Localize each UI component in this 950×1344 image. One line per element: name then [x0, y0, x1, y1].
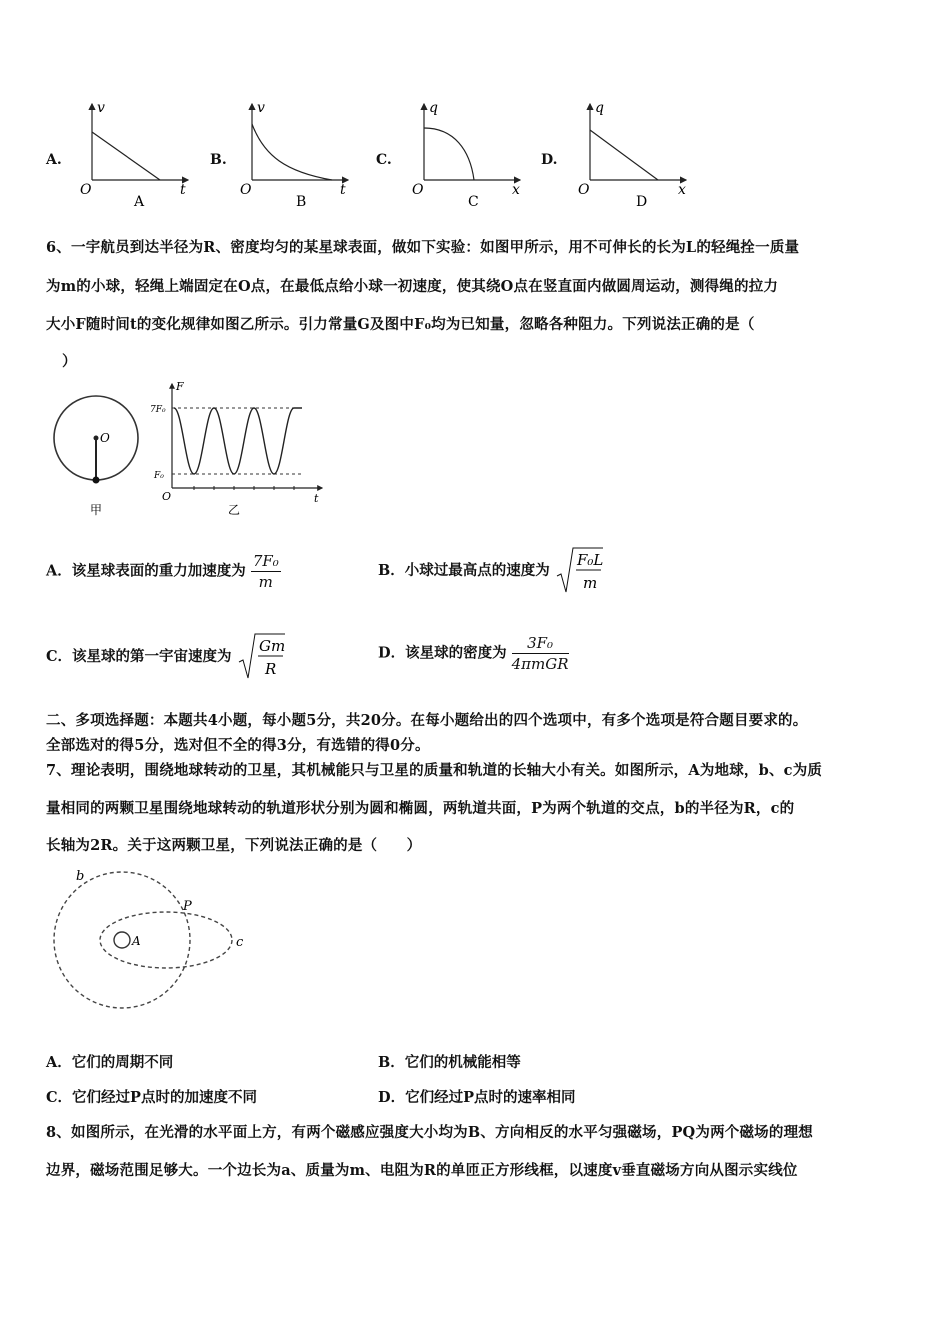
q6-option-c[interactable]: C．该星球的第一宇宙速度为 Gm R: [46, 632, 287, 682]
graph-a-xlabel: t: [180, 182, 186, 198]
ball: [93, 477, 100, 484]
force-curve: [174, 408, 302, 474]
q7-line-2: 量相同的两颗卫星围绕地球转动的轨道形状分别为圆和椭圆，两轨道共面，P为两个轨道的交点，b的半径为R，c的: [46, 800, 795, 817]
graph-b-curve: [252, 124, 332, 180]
graph-a-origin: O: [80, 182, 92, 198]
q6-option-d-fraction: $\frac{\text{3F₀}}{\text{4πmGR}}$: [511, 634, 569, 673]
graph-a-line: [92, 132, 160, 180]
q6-option-a[interactable]: A．该星球表面的重力加速度为 $\frac{\text{7F₀}}{m}$: [46, 552, 279, 591]
q7-label-p: P: [183, 899, 192, 914]
q6-yi-xlabel: t: [314, 492, 319, 505]
graph-c-xlabel: x: [512, 182, 520, 198]
q6-figure-jia: [48, 392, 148, 522]
q6-yi-caption: 乙: [228, 503, 241, 517]
graph-d-caption: D: [636, 194, 648, 210]
graph-a-option: A.: [46, 152, 62, 168]
q6-line-1: 6、一宇航员到达半径为R、密度均匀的某星球表面，做如下实验：如图甲所示，用不可伸长的长为L的轻绳拴一质量: [46, 239, 800, 256]
q7-line-1: 7、理论表明，围绕地球转动的卫星，其机械能只与卫星的质量和轨道的长轴大小有关。如图所示，A为地球，b、c为质: [46, 762, 823, 779]
q6-figure-yi: [150, 378, 330, 518]
svg-text:F₀L: F₀L: [576, 551, 604, 569]
graph-d-line: [590, 130, 658, 180]
graph-a-ylabel: v: [97, 100, 105, 116]
sqrt-icon: [555, 546, 605, 596]
graph-b-origin: O: [240, 182, 252, 198]
graph-b-caption: B: [296, 194, 307, 210]
q7-option-a[interactable]: A．它们的周期不同: [46, 1054, 174, 1071]
graph-a-caption: A: [134, 194, 145, 210]
q6-option-d[interactable]: D．该星球的密度为 $\frac{\text{3F₀}}{\text{4πmGR}}$: [378, 634, 569, 673]
sqrt-icon: [237, 632, 287, 682]
svg-text:m: m: [582, 574, 598, 592]
graph-c-caption: C: [468, 194, 479, 210]
graph-b-option: B.: [210, 152, 227, 168]
q6-yi-top-level: 7F₀: [150, 405, 166, 415]
q6-yi-bottom-level: F₀: [154, 471, 164, 481]
graph-c-curve: [424, 128, 474, 180]
svg-text:R: R: [264, 660, 276, 678]
earth-a: [114, 932, 130, 948]
q7-label-b: b: [76, 869, 85, 884]
orbit-b: [54, 872, 190, 1008]
graph-d: [574, 98, 694, 210]
q6-line-3: 大小F随时间t的变化规律如图乙所示。引力常量G及图中F₀均为已知量，忽略各种阻力。下列说法正确的是（: [46, 316, 755, 333]
graph-d-xlabel: x: [678, 182, 686, 198]
q6-jia-caption: 甲: [90, 503, 103, 517]
q6-yi-ylabel: F: [176, 380, 184, 393]
graph-b-xlabel: t: [340, 182, 346, 198]
svg-text:Gm: Gm: [258, 637, 285, 655]
q7-option-b[interactable]: B．它们的机械能相等: [378, 1054, 521, 1071]
graph-c: [408, 98, 528, 210]
q6-line-4: ）: [62, 353, 77, 370]
q6-option-a-fraction: $\frac{\text{7F₀}}{m}$: [252, 552, 279, 591]
q7-option-d[interactable]: D．它们经过P点时的速率相同: [378, 1089, 576, 1106]
graph-c-option: C.: [376, 152, 392, 168]
section2-line-1: 二、多项选择题：本题共4小题，每小题5分，共20分。在每小题给出的四个选项中，有多个选项是符合题目要求的。: [46, 712, 808, 729]
graph-c-origin: O: [412, 182, 424, 198]
q6-line-2: 为m的小球，轻绳上端固定在O点，在最低点给小球一初速度，使其绕O点在竖直面内做圆周运动，测得绳的拉力: [46, 278, 779, 295]
graph-d-origin: O: [578, 182, 590, 198]
q7-label-a: A: [132, 934, 141, 948]
q7-line-3: 长轴为2R。关于这两颗卫星，下列说法正确的是（ ）: [46, 837, 422, 854]
section2-line-2: 全部选对的得5分，选对但不全的得3分，有选错的得0分。: [46, 737, 430, 754]
orbit-c: [100, 912, 232, 968]
graph-d-option: D.: [541, 152, 558, 168]
graph-b-ylabel: v: [257, 100, 265, 116]
graph-d-ylabel: q: [595, 100, 604, 116]
q6-yi-origin: O: [162, 490, 172, 503]
graph-a: [76, 98, 196, 210]
q6-option-b[interactable]: B．小球过最高点的速度为 F₀L m: [378, 546, 605, 596]
q8-line-2: 边界，磁场范围足够大。一个边长为a、质量为m、电阻为R的单匝正方形线框，以速度v垂直磁场方向从图示实线位: [46, 1162, 798, 1179]
q8-line-1: 8、如图所示，在光滑的水平面上方，有两个磁感应强度大小均为B、方向相反的水平匀强磁场，PQ为两个磁场的理想: [46, 1124, 813, 1141]
q6-jia-point: O: [100, 431, 110, 445]
graph-c-ylabel: q: [429, 100, 438, 116]
graph-b: [236, 98, 356, 210]
q7-orbit-figure: [46, 866, 266, 1036]
q7-label-c: c: [236, 935, 244, 950]
q7-option-c[interactable]: C．它们经过P点时的加速度不同: [46, 1089, 257, 1106]
